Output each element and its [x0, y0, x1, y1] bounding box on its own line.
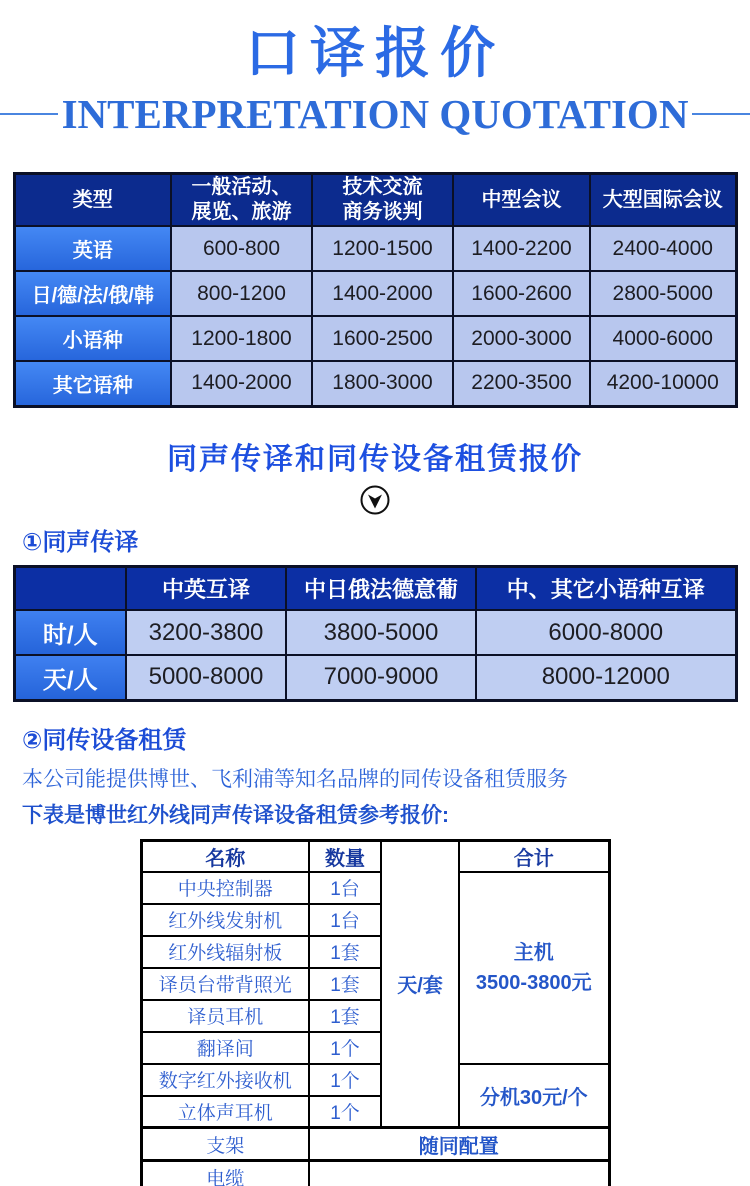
header-technical-exchange [312, 174, 453, 227]
header-cn-en: 中英互译 [126, 566, 286, 610]
total-main-label: 主机 [513, 941, 554, 964]
price-cell: 7000-9000 [286, 655, 476, 700]
price-cell: 2000-3000 [453, 316, 590, 361]
table-row [14, 361, 736, 406]
equipment-name: 支架 [141, 1128, 309, 1161]
price-cell: 2800-5000 [590, 271, 736, 316]
header-cn-minor: 中、其它小语种互译 [476, 566, 736, 610]
equipment-qty: 1套 [309, 1000, 381, 1032]
equipment-name: 翻译间 [141, 1032, 309, 1064]
header-name: 名称 [141, 840, 309, 872]
unit-per-day-cell: 天/套 [381, 840, 459, 1128]
header-large-conference: 大型国际会议 [590, 174, 736, 227]
price-cell: 600-800 [171, 226, 312, 271]
row-label-english: 英语 [14, 226, 171, 271]
header-cn-multi: 中日俄法德意葡 [286, 566, 476, 610]
equipment-name: 立体声耳机 [141, 1096, 309, 1128]
cable-value-cell [309, 1161, 609, 1186]
header-total: 合计 [459, 840, 609, 872]
price-cell: 1200-1800 [171, 316, 312, 361]
subheading-simultaneous-interpretation: ①同声传译 [22, 528, 139, 556]
row-label-minor-languages: 小语种 [14, 316, 171, 361]
table-row [14, 316, 736, 361]
price-cell: 4200-10000 [590, 361, 736, 406]
left-rule-line [0, 113, 58, 115]
header-line: 一般活动、 [191, 176, 292, 198]
arrow-wrap [0, 484, 750, 516]
price-cell: 1400-2000 [312, 271, 453, 316]
table-row [141, 872, 609, 904]
header-empty [14, 566, 126, 610]
table-row [14, 610, 736, 655]
equipment-name: 译员耳机 [141, 1000, 309, 1032]
equipment-qty: 1套 [309, 936, 381, 968]
simultaneous-interpretation-table [13, 565, 738, 702]
header-line: 商务谈判 [342, 201, 423, 223]
equipment-name: 数字红外接收机 [141, 1064, 309, 1096]
row-label-per-day: 天/人 [14, 655, 126, 700]
table-row-cable [141, 1161, 609, 1186]
price-cell: 3200-3800 [126, 610, 286, 655]
equipment-qty: 1套 [309, 968, 381, 1000]
equipment-table-caption: 下表是博世红外线同声传译设备租赁参考报价: [22, 803, 449, 827]
price-cell: 800-1200 [171, 271, 312, 316]
price-cell: 4000-6000 [590, 316, 736, 361]
header-medium-conference: 中型会议 [453, 174, 590, 227]
equipment-rental-table [140, 839, 611, 1186]
table-header-row [14, 174, 736, 227]
header-type: 类型 [14, 174, 171, 227]
equipment-qty: 1个 [309, 1064, 381, 1096]
price-cell: 1400-2200 [453, 226, 590, 271]
row-label-other-languages: 其它语种 [14, 361, 171, 406]
equipment-qty: 1个 [309, 1096, 381, 1128]
page-subtitle: INTERPRETATION QUOTATION [61, 91, 689, 137]
chevron-down-circle-icon [359, 484, 391, 516]
total-main-unit-cell [459, 872, 609, 1064]
price-cell: 2200-3500 [453, 361, 590, 406]
header-quantity: 数量 [309, 840, 381, 872]
equipment-name: 红外线辐射板 [141, 936, 309, 968]
interpretation-price-table [13, 172, 738, 408]
price-cell: 1200-1500 [312, 226, 453, 271]
table-row [14, 655, 736, 700]
bracket-included-cell: 随同配置 [309, 1128, 609, 1161]
row-label-per-hour: 时/人 [14, 610, 126, 655]
price-cell: 1600-2500 [312, 316, 453, 361]
section-title-simultaneous: 同声传译和同传设备租赁报价 [167, 442, 583, 476]
table-row [14, 226, 736, 271]
price-cell: 1800-3000 [312, 361, 453, 406]
equipment-qty: 1台 [309, 904, 381, 936]
page-title: 口译报价 [244, 22, 505, 84]
header-line: 技术交流 [342, 176, 423, 198]
right-rule-line [692, 113, 750, 115]
equipment-qty: 1台 [309, 872, 381, 904]
header-general-activities [171, 174, 312, 227]
price-cell: 3800-5000 [286, 610, 476, 655]
price-cell: 5000-8000 [126, 655, 286, 700]
table-row [14, 271, 736, 316]
price-cell: 2400-4000 [590, 226, 736, 271]
equipment-intro-line: 本公司能提供博世、飞利浦等知名品牌的同传设备租赁服务 [22, 767, 568, 791]
table-row-bracket [141, 1128, 609, 1161]
price-cell: 1400-2000 [171, 361, 312, 406]
equipment-name: 译员台带背照光 [141, 968, 309, 1000]
price-cell: 1600-2600 [453, 271, 590, 316]
total-main-price: 3500-3800元 [475, 971, 592, 994]
table-header-row [14, 566, 736, 610]
price-cell: 6000-8000 [476, 610, 736, 655]
equipment-name: 红外线发射机 [141, 904, 309, 936]
price-cell: 8000-12000 [476, 655, 736, 700]
equipment-name: 电缆 [141, 1161, 309, 1186]
equipment-qty: 1个 [309, 1032, 381, 1064]
row-label-jp-de-fr-ru-kr: 日/德/法/俄/韩 [14, 271, 171, 316]
subheading-equipment-rental: ②同传设备租赁 [22, 726, 187, 754]
table-row [141, 1064, 609, 1096]
equipment-name: 中央控制器 [141, 872, 309, 904]
total-receiver-cell: 分机30元/个 [459, 1064, 609, 1128]
subtitle-row [0, 92, 750, 136]
table-header-row [141, 840, 609, 872]
header-line: 展览、旅游 [191, 201, 292, 223]
